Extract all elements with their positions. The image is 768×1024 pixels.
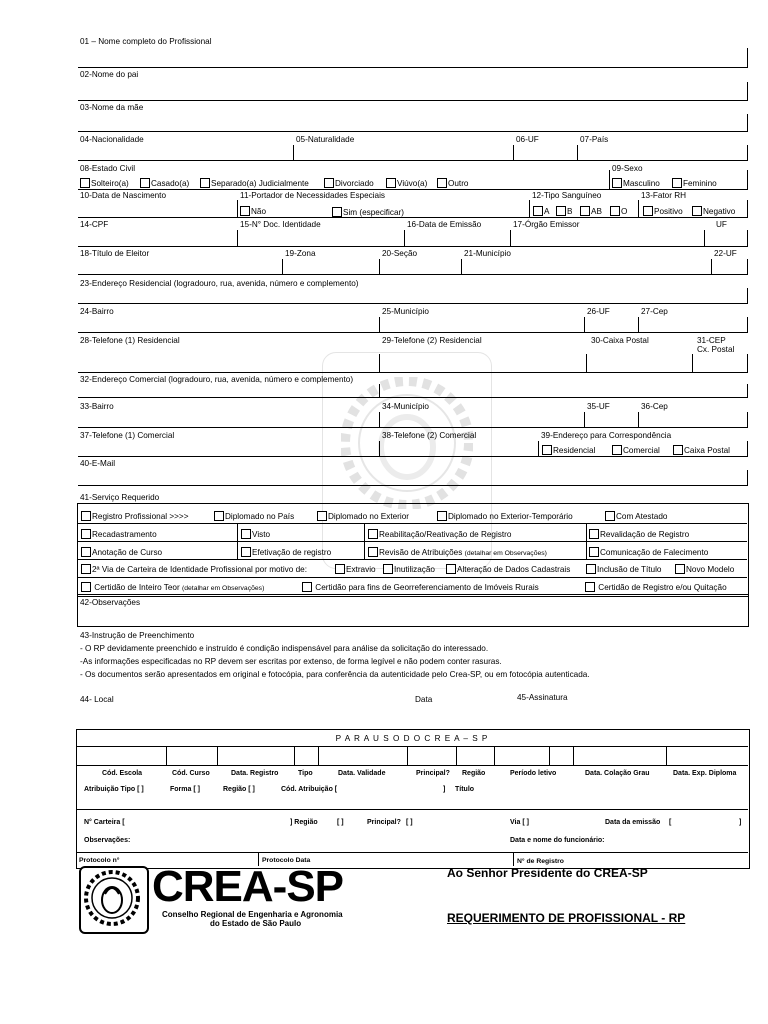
field-18-label: 18-Título de Eleitor: [80, 249, 150, 258]
field-16-label: 16-Data de Emissão: [407, 220, 482, 229]
field-01-line[interactable]: [78, 67, 748, 68]
option-divorciado[interactable]: Divorciado: [324, 178, 374, 189]
servico-comunicacao-falecimento[interactable]: Comunicação de Falecimento: [589, 547, 708, 558]
servico-certidao-inteiro-teor[interactable]: Certidão de Inteiro Teor (detalhar em Observações): [81, 582, 264, 594]
field-09-label: 09-Sexo: [612, 164, 643, 173]
field-12-label: 12-Tipo Sanguíneo: [532, 191, 602, 200]
field-30-label: 30-Caixa Postal: [591, 336, 649, 345]
crea-logo-sub2: do Estado de São Paulo: [210, 919, 302, 928]
uso-r3-regiao: ] Região: [290, 819, 318, 826]
field-42-label: 42-Observações: [80, 598, 141, 607]
option-corresp-caixa-postal[interactable]: Caixa Postal: [673, 445, 730, 456]
uso-titulo: Título: [455, 786, 475, 793]
uso-crea-table: [76, 729, 750, 869]
field-08-label: 08-Estado Civil: [80, 164, 136, 173]
uso-cod-atribuicao-close: ]: [443, 786, 446, 793]
field-13-label: 13-Fator RH: [641, 191, 687, 200]
field-26-label: 26-UF: [587, 307, 610, 316]
field-24-label: 24-Bairro: [80, 307, 114, 316]
field-02-label: 02-Nome do pai: [80, 70, 139, 79]
uso-protocolo-data: Protocolo Data: [262, 857, 311, 864]
uso-col-colacao: Data. Colação Grau: [585, 770, 650, 777]
field-17-uf-label: UF: [716, 220, 727, 229]
crea-sp-logo: CREA-SP: [152, 862, 344, 911]
field-14-label: 14-CPF: [80, 220, 109, 229]
option-negativo[interactable]: Negativo: [692, 206, 735, 217]
servico-diplomado-pais[interactable]: Diplomado no País: [214, 511, 294, 522]
uso-n-carteira: N° Carteira [: [84, 819, 125, 826]
servico-certidao-georreferenciamento[interactable]: Certidão para fins de Georreferenciamento de Imóveis Rurais: [302, 582, 539, 593]
servico-extravio[interactable]: Extravio: [335, 564, 376, 575]
field-43-label: 43-Instrução de Preenchimento: [80, 631, 195, 640]
field-02-line[interactable]: [78, 100, 748, 101]
field-07-label: 07-País: [580, 135, 609, 144]
instrucao-3: - Os documentos serão apresentados em original e fotocópia, para conferência da autenticidade pelo Crea-SP, ou em fotocópia autenticada.: [80, 670, 590, 679]
servico-revisao-atribuicoes[interactable]: Revisão de Atribuições (detalhar em Observações): [368, 547, 547, 559]
field-44-label: 44- Local: [80, 695, 114, 704]
uso-r3-principal: Principal?: [367, 819, 401, 826]
uso-col-validade: Data. Validade: [338, 770, 386, 777]
servico-alteracao-dados[interactable]: Alteração de Dados Cadastrais: [446, 564, 570, 575]
servico-inclusao-titulo[interactable]: Inclusão de Título: [586, 564, 661, 575]
uso-func: Data e nome do funcionário:: [510, 837, 605, 844]
presidente-heading: Ao Senhor Presidente do CREA-SP: [447, 866, 648, 880]
servico-recadastramento[interactable]: Recadastramento: [81, 529, 157, 540]
field-38-label: 38-Telefone (2) Comercial: [382, 431, 477, 440]
option-outro[interactable]: Outro: [437, 178, 468, 189]
uso-col-periodo: Período letivo: [510, 770, 557, 777]
servico-diplomado-exterior[interactable]: Diplomado no Exterior: [317, 511, 409, 522]
servico-inutilizacao[interactable]: Inutilização: [383, 564, 435, 575]
field-45-label: 45-Assinatura: [517, 693, 568, 702]
field-10-label: 10-Data de Nascimento: [80, 191, 167, 200]
option-separado[interactable]: Separado(a) Judicialmente: [200, 178, 309, 189]
uso-col-exp-diploma: Data. Exp. Diploma: [673, 770, 737, 777]
uso-forma: Forma [ ]: [170, 786, 200, 793]
field-22-label: 22-UF: [714, 249, 737, 258]
field-37-label: 37-Telefone (1) Comercial: [80, 431, 175, 440]
field-25-label: 25-Município: [382, 307, 429, 316]
observacoes-box[interactable]: [77, 594, 749, 627]
field-19-label: 19-Zona: [285, 249, 316, 258]
uso-r3-regiao-box: [ ]: [337, 819, 344, 826]
field-17-label: 17-Órgão Emissor: [513, 220, 580, 229]
option-feminino[interactable]: Feminino: [672, 178, 717, 189]
servico-registro-profissional[interactable]: Registro Profissional >>>>: [81, 511, 188, 522]
uso-title: P A R A U S O D O C R E A – S P: [335, 734, 489, 743]
field-20-label: 20-Seção: [382, 249, 418, 258]
field-05-label: 05-Naturalidade: [296, 135, 355, 144]
field-40-label: 40-E-Mail: [80, 459, 116, 468]
field-36-label: 36-Cep: [641, 402, 668, 411]
instrucao-2: -As informações especificadas no RP devem ser escritas por extenso, de forma legível e não podem conter rasuras.: [80, 657, 502, 666]
option-corresp-residencial[interactable]: Residencial: [542, 445, 595, 456]
field-41-label: 41-Serviço Requerido: [80, 493, 160, 502]
option-sim[interactable]: Sim (especificar): [332, 207, 404, 218]
uso-r3-bracket-open: [: [669, 819, 672, 826]
servico-segunda-via[interactable]: 2ª Via de Carteira de Identidade Profissional por motivo de:: [81, 564, 307, 575]
form-title: REQUERIMENTO DE PROFISSIONAL - RP: [447, 911, 686, 925]
servico-visto[interactable]: Visto: [241, 529, 270, 540]
uso-col-principal: Principal?: [416, 770, 450, 777]
servico-com-atestado[interactable]: Com Atestado: [605, 511, 667, 522]
field-29-label: 29-Telefone (2) Residencial: [382, 336, 482, 345]
servico-anotacao-curso[interactable]: Anotação de Curso: [81, 547, 162, 558]
field-27-label: 27-Cep: [641, 307, 668, 316]
uso-col-data-registro: Data. Registro: [231, 770, 279, 777]
field-21-label: 21-Município: [464, 249, 511, 258]
option-corresp-comercial[interactable]: Comercial: [612, 445, 660, 456]
field-03-label: 03-Nome da mãe: [80, 103, 144, 112]
servico-novo-modelo[interactable]: Novo Modelo: [675, 564, 734, 575]
option-sangue-ab[interactable]: AB: [580, 206, 602, 217]
field-39-label: 39-Endereço para Correspondência: [541, 431, 672, 440]
field-35-label: 35-UF: [587, 402, 610, 411]
servico-reabilitacao[interactable]: Reabilitação/Reativação de Registro: [368, 529, 511, 540]
servico-revalidacao[interactable]: Revalidação de Registro: [589, 529, 689, 540]
uso-observacoes: Observações:: [84, 837, 131, 844]
data-label: Data: [415, 695, 433, 704]
servico-diplomado-exterior-temporario[interactable]: Diplomado no Exterior-Temporário: [437, 511, 573, 522]
servico-certidao-registro-quitacao[interactable]: Certidão de Registro e/ou Quitação: [585, 582, 727, 593]
field-33-label: 33-Bairro: [80, 402, 114, 411]
field-34-label: 34-Município: [382, 402, 429, 411]
field-31-sub-label: Cx. Postal: [697, 345, 735, 354]
uso-cod-atribuicao: Cód. Atribuição [: [281, 786, 338, 793]
instrucao-1: - O RP devidamente preenchido e instruído é condição indispensável para análise da solicitação do interessado.: [80, 644, 489, 653]
field-01-label: 01 – Nome completo do Profissional: [80, 37, 212, 46]
option-masculino[interactable]: Masculino: [612, 178, 660, 189]
crea-seal-icon: [79, 866, 149, 934]
uso-col-tipo: Tipo: [298, 770, 313, 777]
option-sangue-a[interactable]: A: [533, 206, 549, 217]
uso-regiao: Região [ ]: [223, 786, 255, 793]
field-28-label: 28-Telefone (1) Residencial: [80, 336, 180, 345]
uso-protocolo-n: Protocolo n°: [79, 857, 120, 864]
uso-col-escola: Cód. Escola: [102, 770, 143, 777]
field-31-label: 31-CEP: [697, 336, 726, 345]
option-solteiro[interactable]: Solteiro(a): [80, 178, 129, 189]
option-sangue-o[interactable]: O: [610, 206, 627, 217]
option-sangue-b[interactable]: B: [556, 206, 572, 217]
uso-r3-bracket-close: ]: [739, 819, 742, 826]
uso-r3-via: Via [ ]: [510, 819, 529, 826]
field-11-label: 11-Portador de Necessidades Especiais: [240, 191, 386, 200]
option-nao[interactable]: Não: [240, 206, 266, 217]
uso-n-registro: N° de Registro: [517, 858, 564, 865]
field-03-line[interactable]: [78, 131, 748, 132]
field-06-label: 06-UF: [516, 135, 539, 144]
field-23-label: 23-Endereço Residencial (logradouro, rua, avenida, número e complemento): [80, 279, 359, 288]
uso-r3-principal-box: [ ]: [406, 819, 413, 826]
uso-col-regiao: Região: [462, 770, 486, 777]
option-casado[interactable]: Casado(a): [140, 178, 189, 189]
servico-efetivacao-registro[interactable]: Efetivação de registro: [241, 547, 331, 558]
uso-r3-data-emissao: Data da emissão: [605, 819, 661, 826]
uso-atribuicao-tipo: Atribuição Tipo [ ]: [84, 786, 144, 793]
crea-logo-sub1: Conselho Regional de Engenharia e Agronomia: [162, 910, 343, 919]
field-15-label: 15-N° Doc. Identidade: [240, 220, 321, 229]
option-positivo[interactable]: Positivo: [643, 206, 683, 217]
option-viuvo[interactable]: Viúvo(a): [386, 178, 427, 189]
field-04-label: 04-Nacionalidade: [80, 135, 144, 144]
field-32-label: 32-Endereço Comercial (logradouro, rua, avenida, número e complemento): [80, 375, 354, 384]
uso-col-curso: Cód. Curso: [172, 770, 210, 777]
